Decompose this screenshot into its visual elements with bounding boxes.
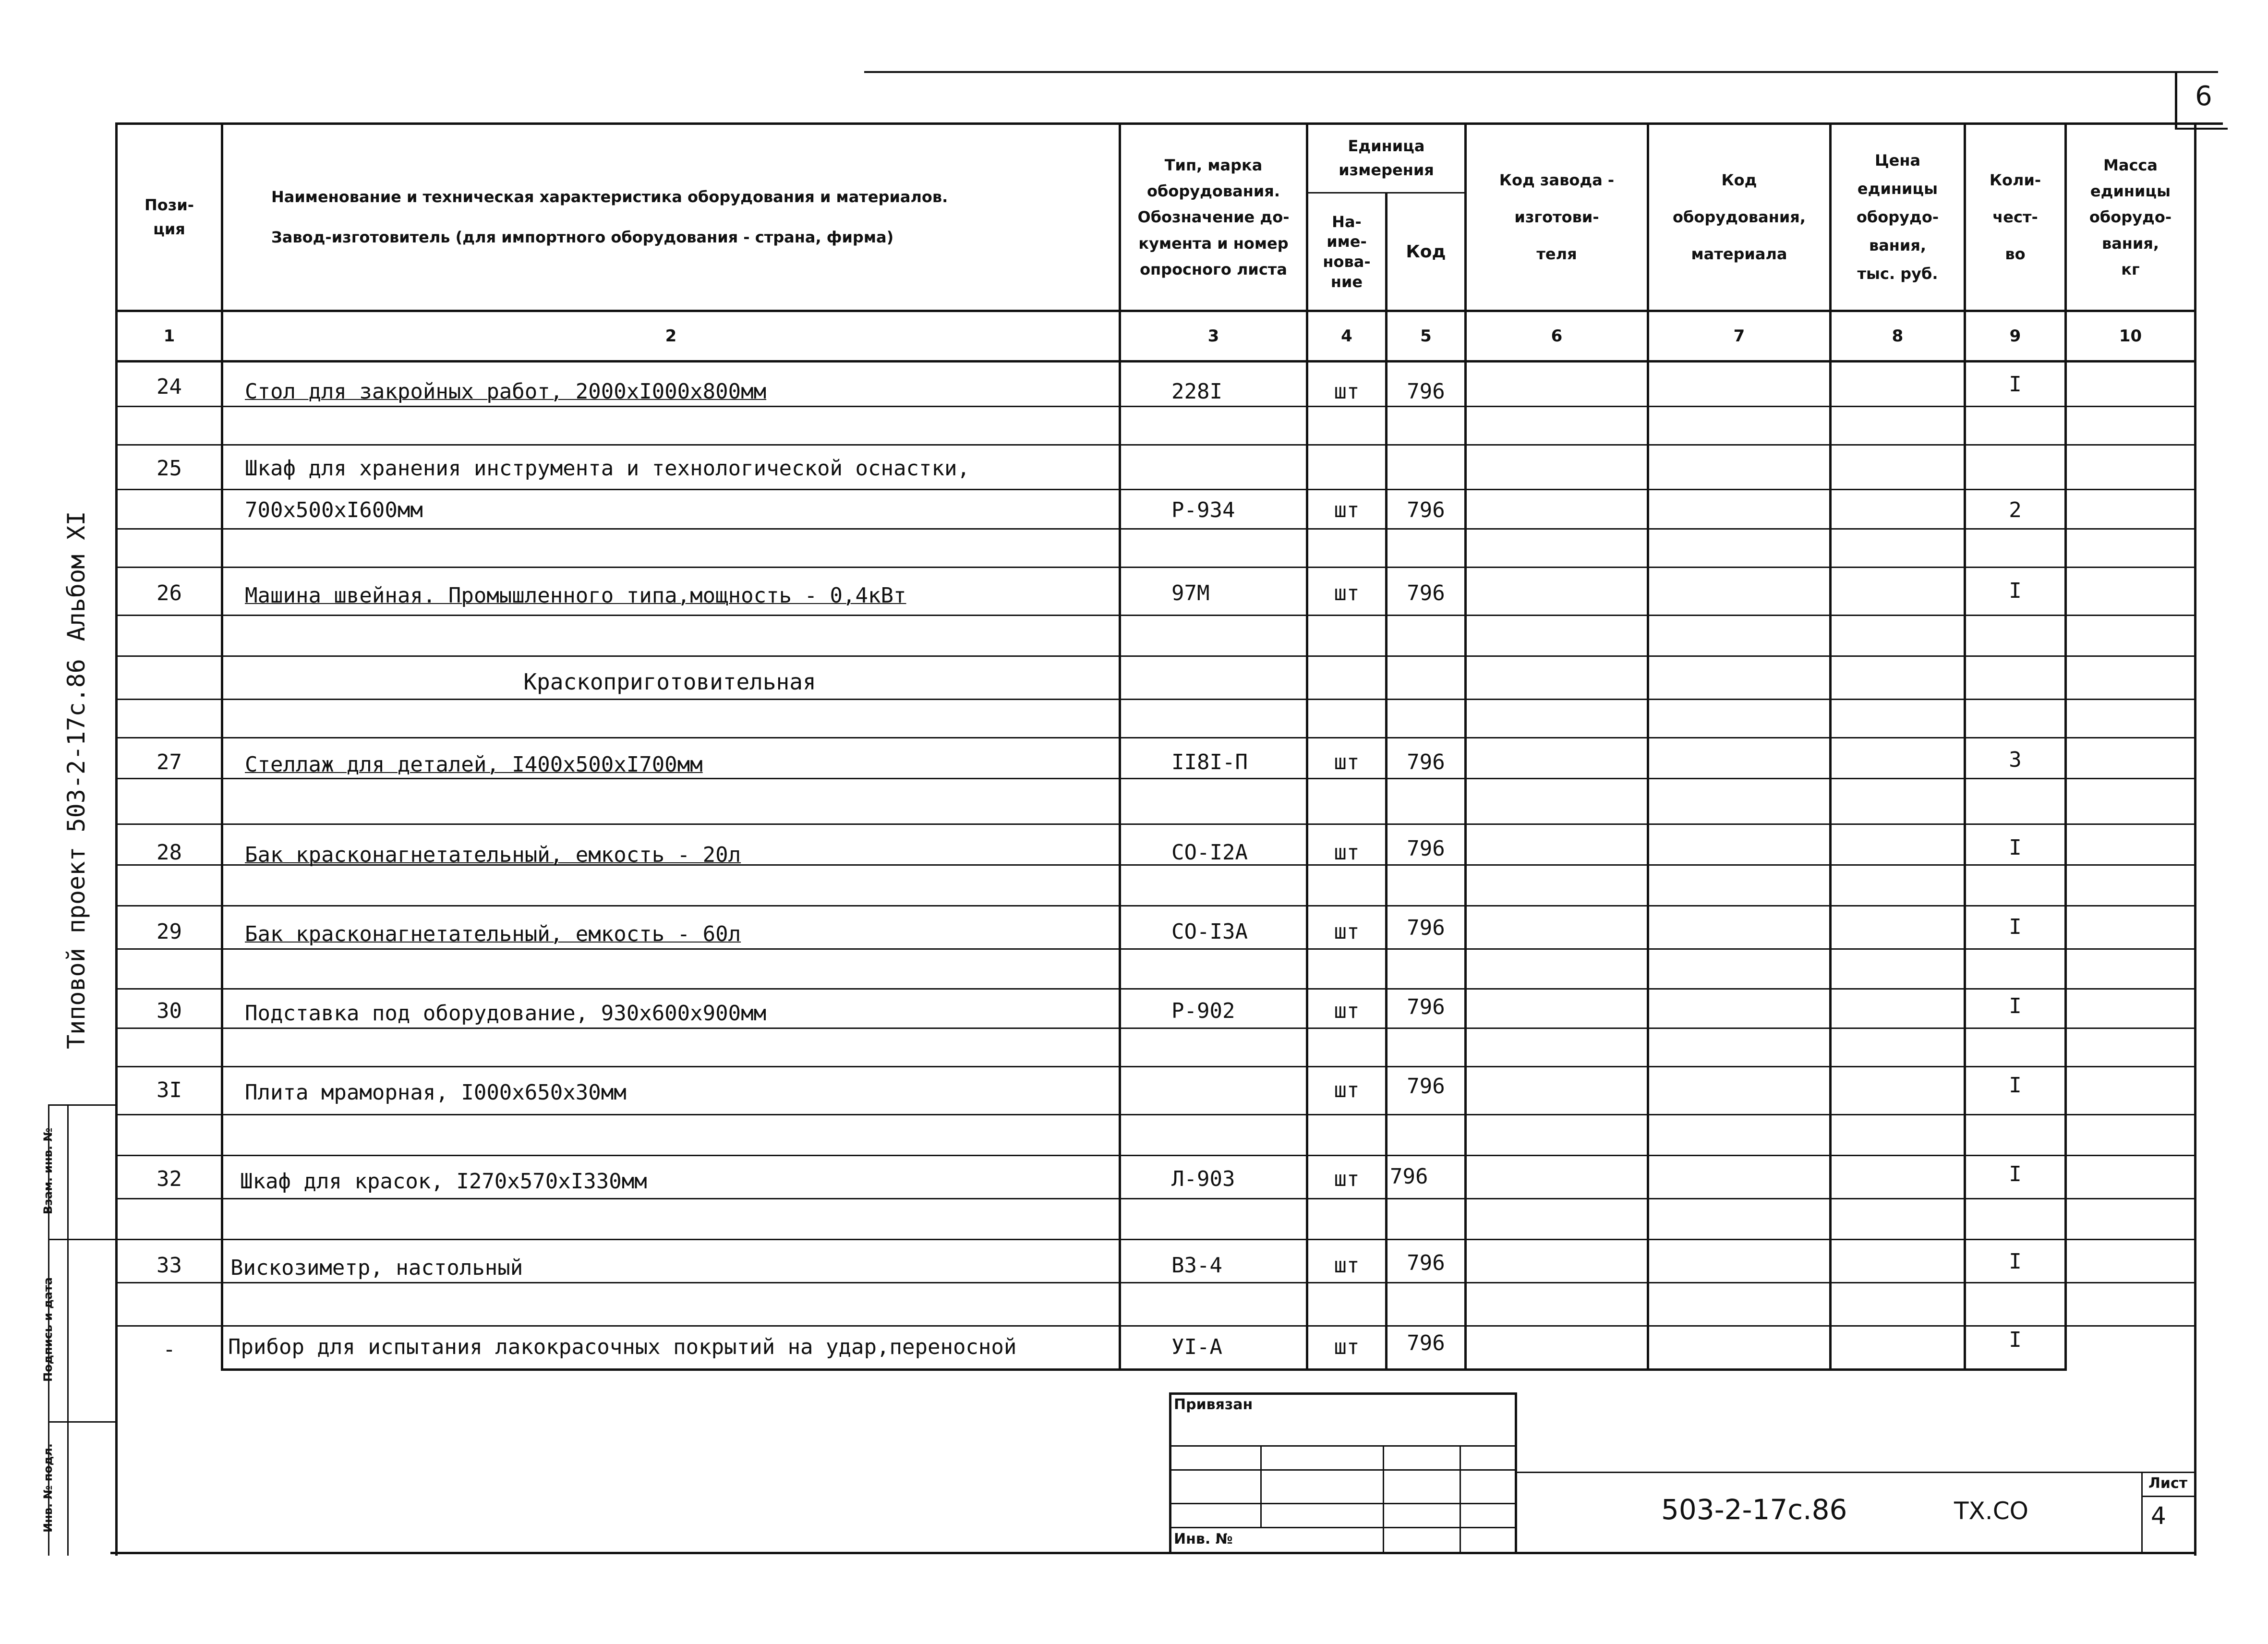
row-name: Шкаф для хранения инструмента и технологической оснастки, xyxy=(245,456,970,481)
row-name: Плита мраморная, I000х650х30мм xyxy=(245,1080,627,1105)
side-stamp-vzam: Взам. инв. № xyxy=(41,1127,55,1215)
header-factory-code: Код завода - изготови- теля xyxy=(1499,171,1615,263)
header-equipment-code: Код оборудования, материала xyxy=(1673,171,1806,263)
row-name: Подставка под оборудование, 930х600х900мм xyxy=(245,1001,767,1026)
row-type: СО-I2А xyxy=(1171,840,1248,865)
row-position: 26 xyxy=(157,580,182,605)
row-code: 796 xyxy=(1407,379,1445,404)
row-type: СО-I3А xyxy=(1171,919,1248,944)
stamp-list-number: 4 xyxy=(2151,1502,2166,1530)
row-unit: шт xyxy=(1334,1077,1360,1102)
row-code: 796 xyxy=(1407,915,1445,940)
row-code: 796 xyxy=(1407,498,1445,522)
column-number: 8 xyxy=(1892,326,1904,346)
row-type: УI-А xyxy=(1171,1334,1222,1359)
row-code: 796 xyxy=(1407,1074,1445,1099)
row-quantity: I xyxy=(2009,578,2022,603)
row-name: Прибор для испытания лакокрасочных покрытий на удар,переносной xyxy=(228,1334,1017,1359)
row-code: 796 xyxy=(1390,1164,1428,1189)
row-position: - xyxy=(163,1337,176,1362)
album-label-box xyxy=(53,511,101,641)
row-position: 28 xyxy=(157,840,182,865)
row-name: Стеллаж для деталей, I400х500хI700мм xyxy=(245,752,703,777)
header-unit-code: Код xyxy=(1406,242,1446,262)
row-unit: шт xyxy=(1334,919,1360,944)
column-number: 4 xyxy=(1341,326,1352,346)
row-quantity: I xyxy=(2009,1161,2022,1186)
frame-right xyxy=(2194,122,2196,1556)
row-position: 33 xyxy=(157,1253,182,1278)
row-type: Р-902 xyxy=(1171,998,1235,1023)
row-name: Машина швейная. Промышленного типа,мощность - 0,4кВт xyxy=(245,583,906,608)
row-type: 228I xyxy=(1171,379,1222,404)
stamp-inv-no: Инв. № xyxy=(1174,1531,1233,1547)
row-quantity: 3 xyxy=(2009,748,2022,772)
row-code: 796 xyxy=(1407,836,1445,861)
row-unit: шт xyxy=(1334,750,1360,774)
stamp-list-label: Лист xyxy=(2148,1475,2188,1492)
column-number: 7 xyxy=(1733,326,1745,346)
row-name: Бак красконагнетательный, емкость - 20л xyxy=(245,842,741,867)
row-unit: шт xyxy=(1334,379,1360,404)
album-label: Альбом XI xyxy=(62,511,90,641)
column-number: 6 xyxy=(1551,326,1563,346)
header-price: Цена единицы оборудо- вания, тыс. руб. xyxy=(1856,151,1939,283)
stamp-privyazan: Привязан xyxy=(1174,1396,1253,1413)
row-quantity: I xyxy=(2009,993,2022,1018)
row-position: 24 xyxy=(157,374,182,399)
header-unit: Единица измерения xyxy=(1339,137,1434,179)
row-type: II8I-П xyxy=(1171,750,1248,774)
row-name-continued: 700х500хI600мм xyxy=(245,498,423,522)
frame-bottom xyxy=(110,1552,2196,1554)
row-unit: шт xyxy=(1334,840,1360,865)
row-name: Вискозиметр, настольный xyxy=(230,1255,523,1280)
row-code: 796 xyxy=(1407,1330,1445,1355)
header-unit-name: На- име- нова- ние xyxy=(1323,212,1371,291)
row-unit: шт xyxy=(1334,998,1360,1023)
column-number: 5 xyxy=(1420,326,1432,346)
row-code: 796 xyxy=(1407,994,1445,1019)
sheet-number-box-left xyxy=(2175,72,2177,130)
column-number: 1 xyxy=(163,326,175,346)
column-number: 10 xyxy=(2119,326,2142,346)
row-quantity: I xyxy=(2009,372,2022,397)
row-name: Стол для закройных работ, 2000хI000х800мм xyxy=(245,379,767,404)
row-unit: шт xyxy=(1334,1166,1360,1191)
row-name: Бак красконагнетательный, емкость - 60л xyxy=(245,921,741,946)
column-number: 2 xyxy=(665,326,677,346)
row-quantity: I xyxy=(2009,1327,2022,1352)
row-code: 796 xyxy=(1407,750,1445,774)
top-border-line xyxy=(864,71,2218,73)
row-quantity: I xyxy=(2009,1073,2022,1098)
row-quantity: I xyxy=(2009,914,2022,939)
section-title: Краскоприготовительная xyxy=(523,669,816,695)
row-quantity: I xyxy=(2009,835,2022,860)
sheet-number: 6 xyxy=(2195,80,2212,112)
row-type: Л-903 xyxy=(1171,1166,1235,1191)
row-type: 97М xyxy=(1171,580,1210,605)
row-unit: шт xyxy=(1334,1334,1360,1359)
row-quantity: 2 xyxy=(2009,498,2022,522)
row-position: 29 xyxy=(157,919,182,944)
project-label-box xyxy=(53,659,101,1049)
header-name: Наименование и техническая характеристика оборудования и материалов. Завод-изготовитель (для импортного оборудования - страна, фирма) xyxy=(271,188,948,246)
row-position: 27 xyxy=(157,750,182,774)
row-unit: шт xyxy=(1334,580,1360,605)
row-position: 25 xyxy=(157,456,182,481)
header-quantity: Коли- чест- во xyxy=(1989,171,2041,263)
row-type: ВЗ-4 xyxy=(1171,1253,1222,1278)
column-number: 9 xyxy=(2009,326,2021,346)
project-label: Типовой проект 503-2-17с.86 xyxy=(62,659,90,1049)
side-stamp-podpis: Подпись и дата xyxy=(41,1277,55,1382)
header-type: Тип, марка оборудования. Обозначение до- кумента и номер опросного листа xyxy=(1137,156,1290,279)
header-mass: Масса единицы оборудо- вания, кг xyxy=(2089,156,2172,279)
row-name: Шкаф для красок, I270х570хI330мм xyxy=(240,1169,647,1194)
side-stamp-inv-podl: Инв. № подл. xyxy=(41,1443,55,1533)
doc-code: 503-2-17с.86 xyxy=(1661,1493,1847,1526)
row-position: 30 xyxy=(157,998,182,1023)
row-code: 796 xyxy=(1407,580,1445,605)
row-type: Р-934 xyxy=(1171,498,1235,522)
doc-mark: ТХ.СО xyxy=(1954,1497,2028,1525)
column-number: 3 xyxy=(1207,326,1219,346)
row-position: 3I xyxy=(157,1077,182,1102)
row-position: 32 xyxy=(157,1166,182,1191)
header-position: Пози- ция xyxy=(144,195,194,238)
row-code: 796 xyxy=(1407,1250,1445,1275)
row-quantity: I xyxy=(2009,1249,2022,1274)
row-unit: шт xyxy=(1334,498,1360,522)
row-unit: шт xyxy=(1334,1253,1360,1278)
